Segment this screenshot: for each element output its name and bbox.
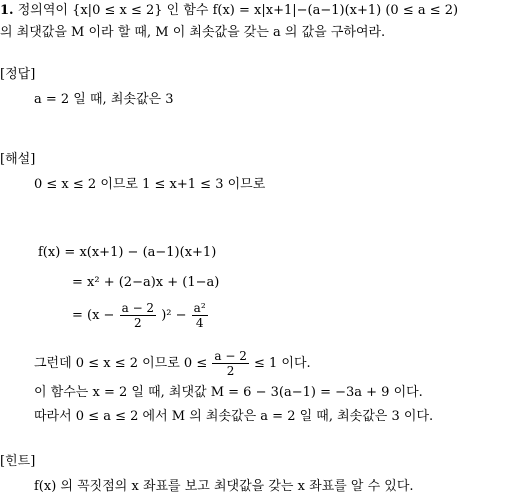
solution-line-3: 이 함수는 x = 2 일 때, 최댓값 M = 6 − 3(a−1) = −3a + 9 이다. [34,385,423,400]
problem-line-2 [0,26,385,39]
problem-number: 1. [0,3,14,18]
fraction-numerator: a − 2 [214,349,247,363]
answer-text: a = 2 일 때, 최솟값은 3 [34,92,174,107]
problem-text-2: 의 최댓값을 M 이라 할 때, M 이 최솟값을 갖는 a 의 값을 구하여라. [0,25,386,40]
problem-text-1: 정의역이 {x|0 ≤ x ≤ 2} 인 함수 f(x) = x|x+1|−(a−1)(x+1) (0 ≤ a ≤ 2) [17,3,459,18]
problem-line-1 [0,4,458,17]
fraction-numerator: a − 2 [121,301,155,315]
solution-line-1: 0 ≤ x ≤ 2 이므로 1 ≤ x+1 ≤ 3 이므로 [34,177,266,192]
solution-heading: [해설] [0,152,36,167]
fraction-denominator: 4 [195,316,204,330]
fraction-denominator: 2 [134,316,142,330]
eq3-prefix: = (x − [72,308,115,323]
equation-line-1: f(x) = x(x+1) − (a−1)(x+1) [38,245,217,260]
equation-line-2: = x² + (2−a)x + (1−a) [72,275,220,290]
line2-prefix: 그런데 0 ≤ x ≤ 2 이므로 0 ≤ [34,356,208,371]
equation-line-3 [72,302,209,329]
fraction-a-minus-2-over-2 [120,302,156,329]
hint-heading: [힌트] [0,454,36,469]
solution-line-2 [34,350,311,377]
fraction-a-squared-over-4 [192,302,208,329]
solution-line-4: 따라서 0 ≤ a ≤ 2 에서 M 의 최솟값은 a = 2 일 때, 최솟값은 3 이다. [34,409,434,424]
line2-suffix: ≤ 1 이다. [254,356,311,371]
fraction-denominator: 2 [226,364,235,378]
fraction-numerator: a² [193,301,206,315]
hint-text: f(x) 의 꼭짓점의 x 좌표를 보고 최댓값을 갖는 x 좌표를 알 수 있다. [34,479,414,494]
eq3-mid: )² − [161,308,187,323]
fraction-a-minus-2-over-2 [212,350,248,377]
answer-heading: [정답] [0,67,36,82]
